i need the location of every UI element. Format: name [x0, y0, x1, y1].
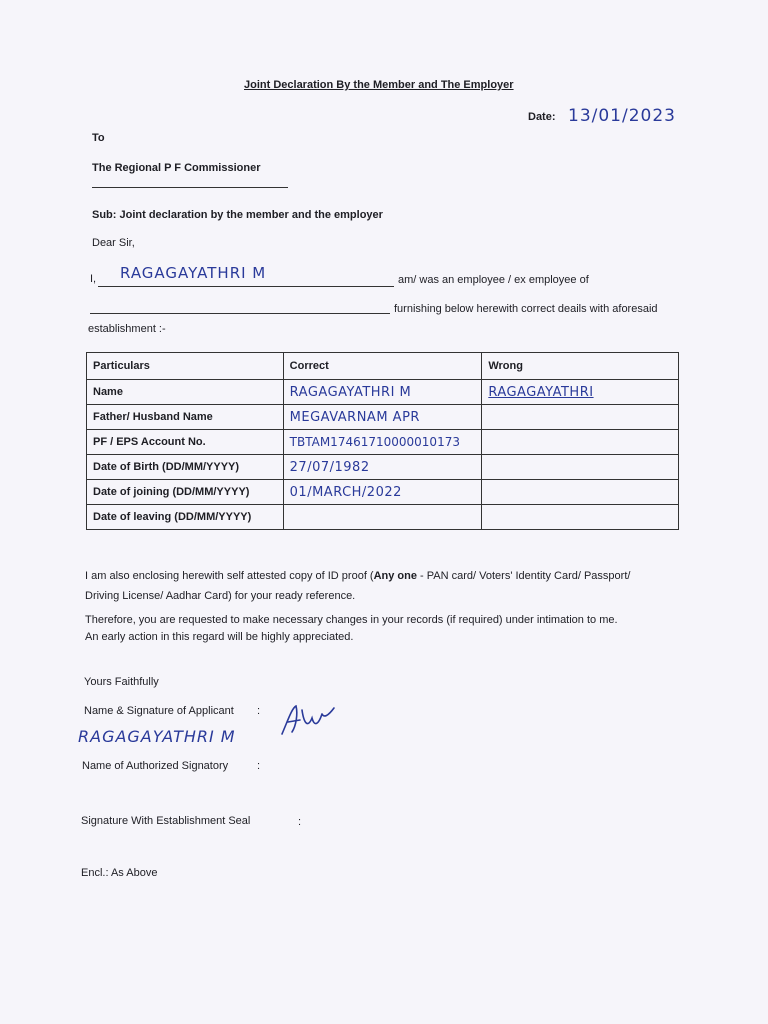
header-particulars: Particulars [87, 353, 284, 380]
request-paragraph: Therefore, you are requested to make necessary changes in your records (if required) under intimation to me. [85, 614, 618, 626]
correct-value: 01/MARCH/2022 [289, 484, 402, 500]
table-row [87, 455, 679, 480]
enclosure-text-b: - PAN card/ Voters' Identity Card/ Passport/ [417, 570, 631, 582]
row-label: Date of joining (DD/MM/YYYY) [87, 480, 284, 505]
enclosure-line2: Driving License/ Aadhar Card) for your ready reference. [85, 590, 356, 602]
applicant-signature [278, 700, 338, 740]
date-label: Date: [528, 111, 556, 123]
correct-value: RAGAGAYATHRI M [289, 384, 412, 400]
row-label: Name [87, 380, 284, 405]
header-correct: Correct [283, 353, 482, 380]
appreciation-paragraph: An early action in this regard will be highly appreciated. [85, 631, 354, 643]
applicant-label: Name & Signature of Applicant [84, 705, 234, 717]
seal-label: Signature With Establishment Seal [81, 815, 251, 827]
document-title: Joint Declaration By the Member and The Employer [244, 79, 514, 91]
seal-colon: : [298, 816, 302, 828]
authorized-colon: : [257, 760, 261, 772]
applicant-name-handwritten: RAGAGAYATHRI M [120, 264, 267, 282]
addressee: The Regional P F Commissioner [92, 162, 261, 174]
intro-line2: furnishing below herewith correct deails with aforesaid [394, 303, 658, 315]
enclosure-paragraph [85, 570, 630, 582]
table-row [87, 405, 679, 430]
correct-value: MEGAVARNAM APR [289, 409, 420, 425]
intro-suffix: am/ was an employee / ex employee of [398, 274, 589, 286]
employer-underline [90, 313, 390, 314]
table-row [87, 480, 679, 505]
table-header-row [87, 353, 679, 380]
wrong-value: RAGAGAYATHRI [488, 384, 594, 400]
row-label: Father/ Husband Name [87, 405, 284, 430]
enclosure-emphasis: Any one [373, 570, 417, 582]
enclosure-note: Encl.: As Above [81, 867, 158, 879]
details-table [86, 352, 679, 530]
header-wrong: Wrong [482, 353, 679, 380]
closing: Yours Faithfully [84, 676, 159, 688]
addressee-underline [92, 187, 288, 188]
salutation: Dear Sir, [92, 237, 135, 249]
table-row [87, 380, 679, 405]
intro-line3: establishment :- [88, 323, 166, 335]
table-row [87, 505, 679, 530]
correct-value: 27/07/1982 [289, 459, 370, 475]
enclosure-text-a: I am also enclosing herewith self attested copy of ID proof ( [85, 570, 374, 582]
authorized-label: Name of Authorized Signatory [82, 760, 229, 772]
applicant-colon: : [257, 705, 261, 717]
intro-prefix: I, [90, 273, 97, 285]
row-label: Date of leaving (DD/MM/YYYY) [87, 505, 284, 530]
name-underline [98, 286, 394, 287]
row-label: PF / EPS Account No. [87, 430, 284, 455]
applicant-name-signed: RAGAGAYATHRI M [78, 727, 236, 746]
date-value: 13/01/2023 [568, 106, 676, 126]
correct-value: TBTAM17461710000010173 [289, 435, 460, 449]
subject: Sub: Joint declaration by the member and the employer [92, 209, 383, 221]
row-label: Date of Birth (DD/MM/YYYY) [87, 455, 284, 480]
table-row [87, 430, 679, 455]
to-label: To [92, 132, 105, 144]
